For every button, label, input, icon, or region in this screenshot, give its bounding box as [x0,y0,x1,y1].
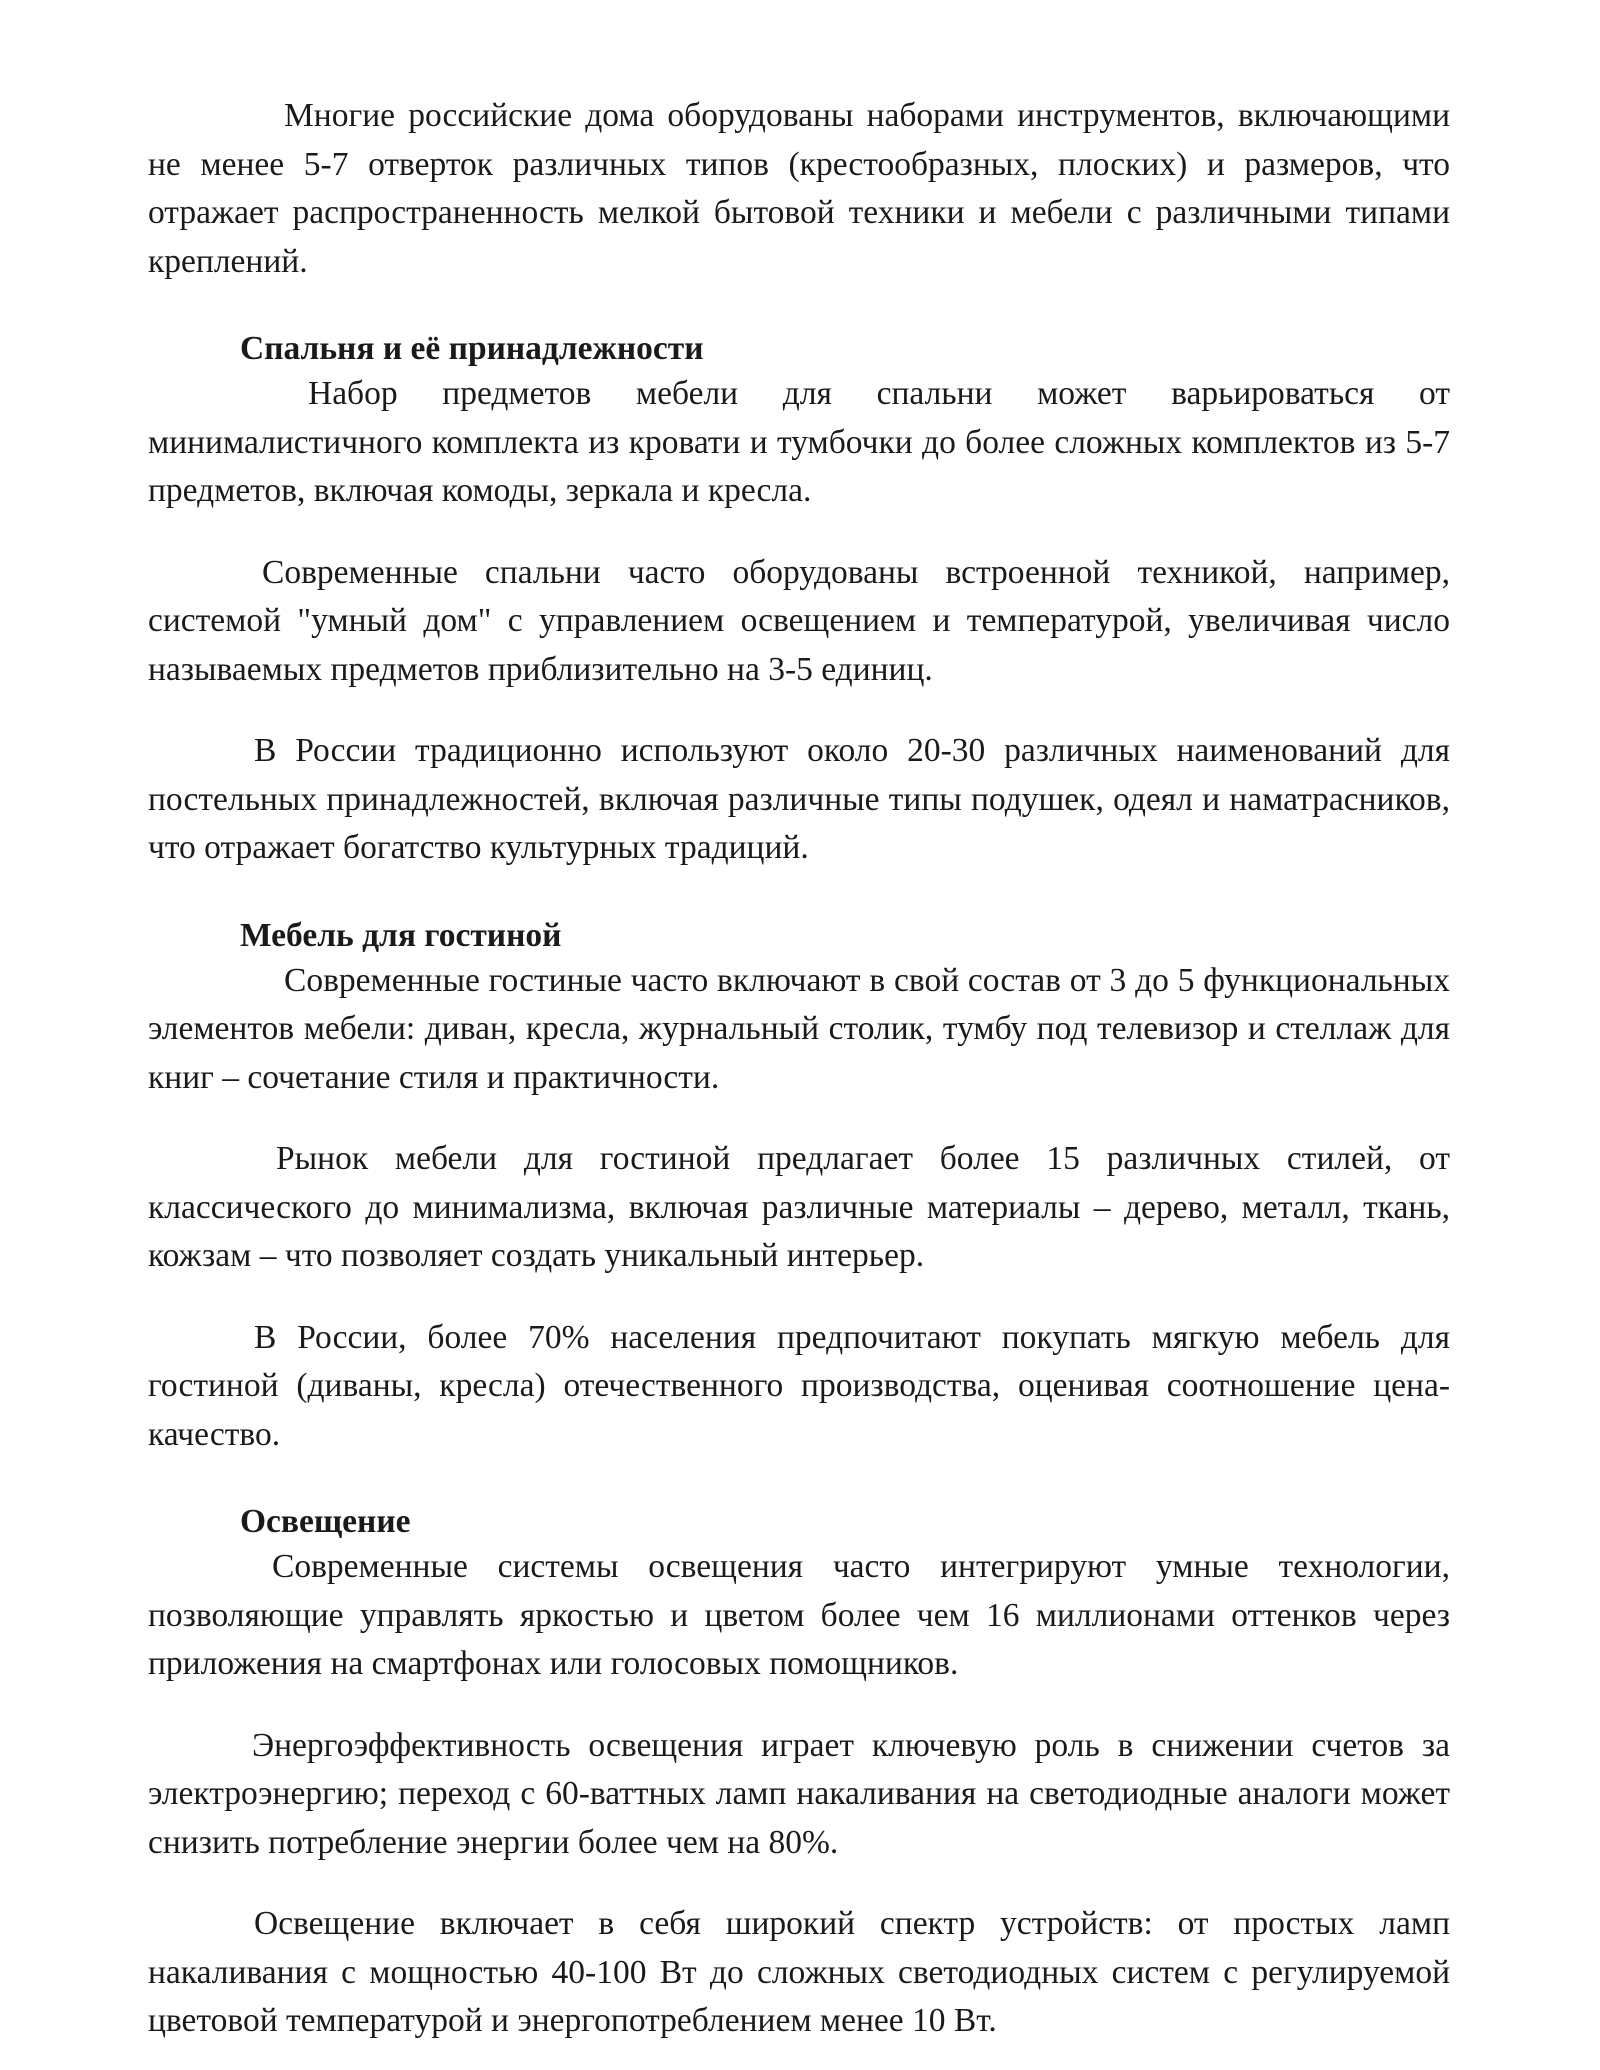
intro-paragraph-1: Многие российские дома оборудованы наборами инструментов, включающими не менее 5-7 отверток различных типов (крестообразных, плоских) и размеров, что отражает распространенность мелкой бытовой техники и мебели с различными типами креплений. [148,97,1450,280]
section-heading-living-room: Мебель для гостиной [240,916,562,954]
bedroom-paragraph-2: Современные спальни часто оборудованы встроенной техникой, например, системой "умный дом" с управлением освещением и температурой, увеличивая число называемых предметов приблизительно на 3-5 единиц. [148,553,1450,688]
lighting-paragraph-1: Современные системы освещения часто интегрируют умные технологии, позволяющие управлять яркостью и цветом более чем 16 миллионами оттенков через приложения на смартфонах или голосовых помощников. [148,1548,1450,1682]
document-body [148,92,1450,2046]
lighting-paragraph-2: Энергоэффективность освещения играет ключевую роль в снижении счетов за электроэнергию; переход с 60-ваттных ламп накаливания на светодиодные аналоги может снизить потребление энергии более чем на 80%. [148,1726,1450,1861]
living-room-paragraph-1: Современные гостиные часто включают в свой состав от 3 до 5 функциональных элементов мебели: диван, кресла, журнальный столик, тумбу под телевизор и стеллаж для книг – сочетание стиля и практичности. [148,961,1450,1096]
living-room-paragraph-2: Рынок мебели для гостиной предлагает более 15 различных стилей, от классического до минимализма, включая различные материалы – дерево, металл, ткань, кожзам – что позволяет создать уникальный интерьер. [148,1140,1450,1274]
section-heading-lighting: Освещение [240,1503,411,1540]
lighting-paragraph-3: Освещение включает в себя широкий спектр устройств: от простых ламп накаливания с мощностью 40-100 Вт до сложных светодиодных систем с регулируемой цветовой температурой и энергопотреблением менее 10 Вт. [148,1905,1450,2039]
bedroom-paragraph-1: Набор предметов мебели для спальни может варьироваться от минималистичного комплекта из кровати и тумбочки до более сложных комплектов из 5-7 предметов, включая комоды, зеркала и кресла. [148,375,1450,509]
living-room-paragraph-3: В России, более 70% населения предпочитают покупать мягкую мебель для гостиной (диваны, кресла) отечественного производства, оценивая соотношение цена-качество. [148,1318,1450,1453]
section-heading-bedroom: Спальня и её принадлежности [240,330,704,367]
bedroom-paragraph-3: В России традиционно используют около 20-30 различных наименований для постельных принадлежностей, включая различные типы подушек, одеял и наматрасников, что отражает богатство культурных традиций. [148,732,1450,866]
